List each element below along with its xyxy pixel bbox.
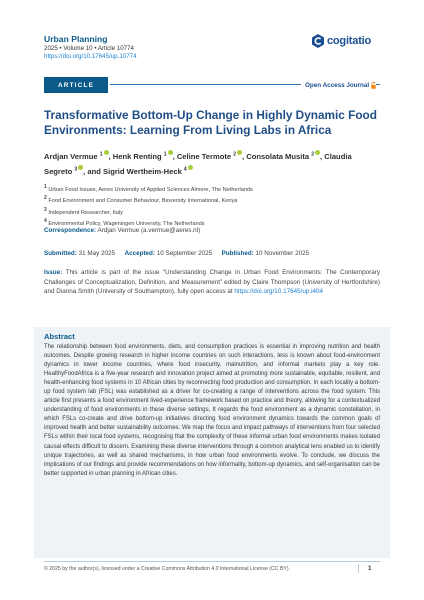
author-affiliation-number: 3	[74, 166, 78, 173]
correspondence-value: Ardjan Vermue (a.vermue@aeres.nl)	[97, 227, 201, 234]
affiliation-text: Food Environment and Consumer Behaviour, Bioversity International, Kenya	[46, 198, 238, 205]
affiliation-text: Environmental Policy, Wageningen University, The Netherlands	[46, 220, 205, 227]
affiliation-item	[44, 194, 253, 205]
article-dates	[44, 250, 309, 257]
issue-label: Issue:	[44, 269, 63, 276]
open-access-lock-icon	[371, 82, 376, 89]
article-type-label: ARTICLE	[44, 77, 108, 93]
author	[177, 152, 246, 161]
accepted-date: 10 September 2025	[156, 250, 213, 257]
article-title: Transformative Bottom-Up Change in Highly Dynamic Food Environments: Learning From Living Labs in Africa	[44, 108, 377, 137]
affiliation-text: Independent Researcher, Italy	[46, 209, 123, 216]
author-affiliation-number: 1	[99, 151, 103, 157]
submitted-date: 31 May 2025	[78, 250, 116, 257]
correspondence	[44, 227, 200, 234]
affiliation-number: 3	[44, 206, 47, 213]
published-label: Published:	[221, 250, 254, 257]
author-name: Claudia Segreto	[44, 151, 352, 176]
abstract-heading: Abstract	[44, 332, 75, 341]
author-name: Ardjan Vermue	[44, 151, 100, 161]
page-number: 1	[368, 565, 372, 572]
affiliation-text: Urban Food Issues, Aeres University of Applied Sciences Almere, The Netherlands	[46, 186, 253, 193]
open-access-badge	[301, 82, 376, 89]
publisher-name: cogitatio	[327, 35, 372, 47]
issue-note	[44, 268, 380, 297]
author-separator: ,	[172, 151, 177, 161]
author-list	[44, 148, 380, 178]
affiliation-number: 4	[44, 218, 47, 225]
cogitatio-logo-icon	[312, 34, 324, 48]
article-doi-link[interactable]: https://doi.org/10.17645/up.10774	[44, 53, 137, 60]
issue-text: This article is part of the issue “Understanding Change in Urban Food Environments: The Contemporary Challenges of Conceptualization, Definition, and Measurement” edited by Claire Thompson (University of Hertfordshire) and Dianna Smith (University of Southampton), fully open access at	[44, 269, 380, 296]
author-name: Sigrid Wertheim-Heck	[103, 166, 184, 176]
affiliation-item	[44, 183, 253, 194]
open-access-label: Open Access Journal	[305, 82, 370, 89]
submitted-label: Submitted:	[44, 250, 77, 257]
author-name: Henk Renting	[112, 151, 164, 161]
page-divider	[358, 564, 359, 573]
correspondence-label: Correspondence:	[44, 227, 97, 234]
published-date: 10 November 2025	[255, 250, 310, 257]
author-affiliation-number: 2	[311, 151, 314, 157]
author	[246, 152, 324, 161]
publisher-logo[interactable]	[312, 34, 371, 48]
accepted-label: Accepted:	[124, 250, 156, 257]
author	[113, 152, 177, 161]
journal-name: Urban Planning	[44, 34, 108, 44]
issue-link[interactable]: https://doi.org/10.17645/up.i404	[234, 288, 323, 296]
affiliation-number: 1	[44, 184, 47, 190]
license-note: © 2025 by the author(s), licensed under a Creative Commons Attribution 4.0 International License (CC BY).	[44, 566, 291, 572]
author-name: Consolata Musita	[246, 151, 312, 161]
footer-rule	[44, 561, 380, 562]
author-name: Celine Termote	[176, 151, 234, 161]
author-affiliation-number: 2	[233, 151, 236, 157]
author-separator: ,	[242, 151, 247, 161]
author-affiliation-number: 4	[183, 166, 187, 173]
author-separator: , and	[83, 166, 104, 176]
author-affiliation-number: 1	[163, 151, 167, 157]
affiliation-list	[44, 183, 253, 228]
affiliation-number: 2	[44, 195, 47, 202]
author	[44, 152, 113, 161]
author-separator: ,	[320, 151, 325, 161]
abstract-text: The relationship between food environments, diets, and consumption practices is essential in improving nutrition and health outcomes. Despite growing research in higher income countries on such interactions, less is known about food-environment dynamics in lower income countries, where food insecurity, malnutrition, and informal markets play a key role. HealthyFoodAfrica is a five-year research and innovation project aimed at promoting more sustainable, equitable, resilient, and health-enhancing food systems in 10 African cities by reconnecting food production and consumption. In each locality a bottom-up food system lab (FSL) was established as a driver for co-creating a range of interventions across the food system. This article first presents a food environment lived-experience framework based on practice and theory, allowing for a contextualized understanding of food environments in these diverse settings. It regards the food environment as a dynamic constellation, in which FSLs co-create and drive bottom-up initiatives directing food environment dynamics towards the common goals of improved health and better sustainability outcomes. We map the focus and impact pathways of interventions from four selected FSLs within their local food systems, recognising that the complexity of these informal urban food environments makes isolated causal effects difficult to discern. Examining these diverse interventions through a common analytical lens enabled us to identify unique trajectories, as well as shared mechanisms, in how urban food environments evolve. To conclude, we discuss the implications of our findings and provide recommendations on how informality, bottom-up dynamics, and self-organisation can be better supported in urban planning in African cities.	[44, 344, 380, 477]
volume-line: 2025 • Volume 10 • Article 10774	[44, 45, 134, 52]
author	[103, 167, 193, 176]
author-separator: ,	[108, 151, 113, 161]
orcid-icon[interactable]	[188, 165, 193, 170]
affiliation-item	[44, 206, 253, 217]
